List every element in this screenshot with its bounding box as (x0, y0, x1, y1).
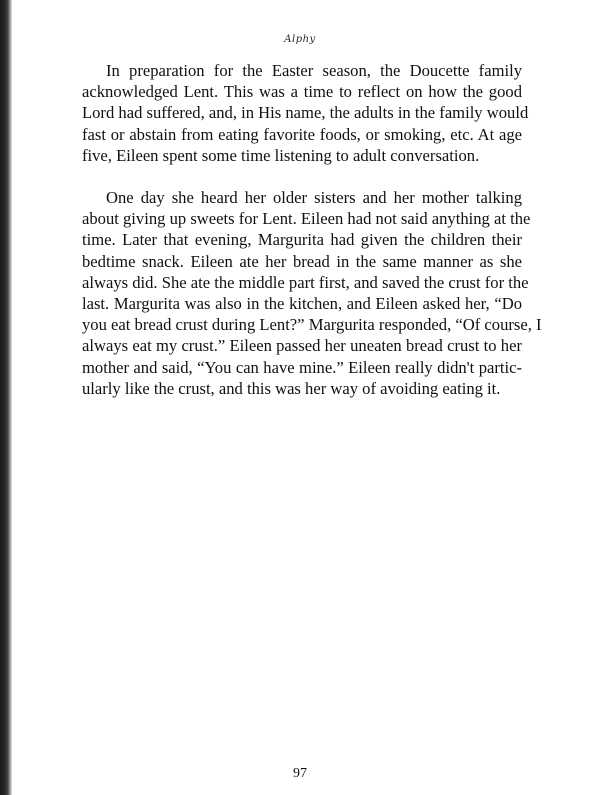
paragraph-2 (82, 187, 542, 399)
text-line: always eat my crust.” Eileen passed her uneaten bread crust to her (82, 336, 522, 356)
text-line: mother and said, “You can have mine.” Eileen really didn't partic- (82, 357, 522, 377)
text-line: Lord had suffered, and, in His name, the adults in the family would (82, 103, 529, 123)
text-line: last. Margurita was also in the kitchen, and Eileen asked her, “Do (82, 294, 522, 314)
book-binding-shadow (0, 0, 12, 795)
text-line: five, Eileen spent some time listening to adult conversation. (82, 145, 480, 165)
text-line: about giving up sweets for Lent. Eileen had not said anything at the (82, 209, 531, 229)
text-line: time. Later that evening, Margurita had given the children their (82, 230, 522, 250)
page-number: 97 (293, 766, 307, 781)
text-line: bedtime snack. Eileen ate her bread in the same manner as she (82, 251, 522, 271)
text-line: always did. She ate the middle part first, and saved the crust for the (82, 272, 529, 292)
text-line: acknowledged Lent. This was a time to reflect on how the good (82, 82, 522, 102)
paragraph-1 (82, 60, 529, 166)
text-line: you eat bread crust during Lent?” Margurita responded, “Of course, I (82, 315, 542, 335)
text-line: fast or abstain from eating favorite foods, or smoking, etc. At age (82, 124, 522, 144)
text-line: One day she heard her older sisters and her mother talking (106, 188, 522, 208)
text-line: In preparation for the Easter season, the Doucette family (106, 61, 522, 80)
running-head: Alphy (284, 34, 316, 45)
body-text (82, 60, 542, 399)
text-line: ularly like the crust, and this was her way of avoiding eating it. (82, 378, 501, 398)
